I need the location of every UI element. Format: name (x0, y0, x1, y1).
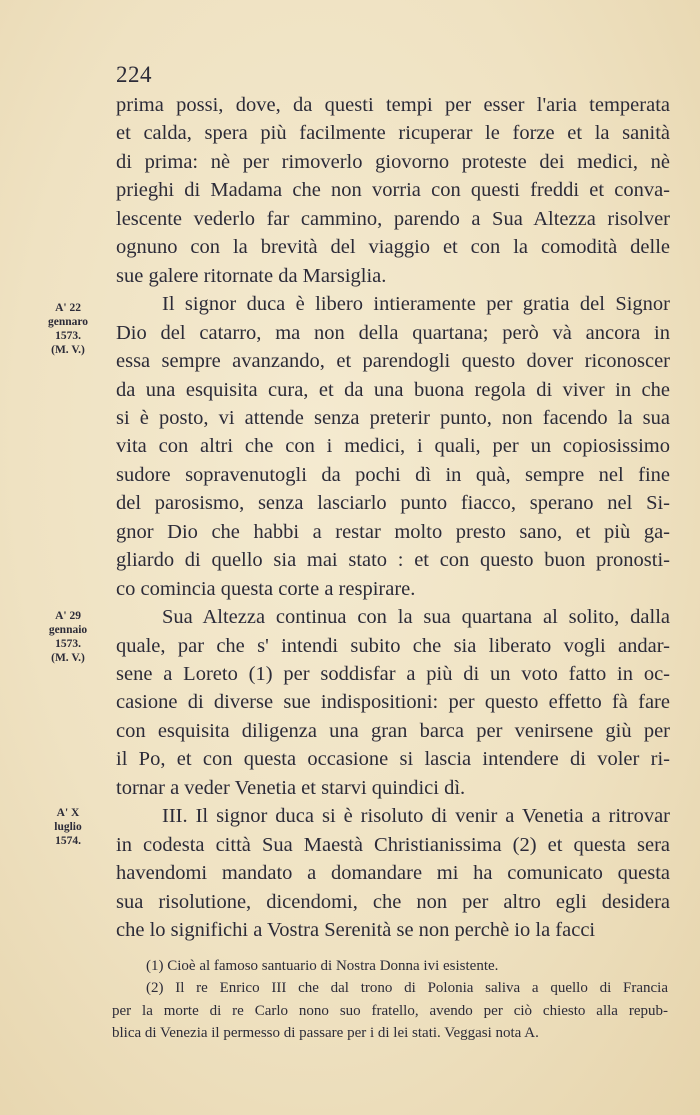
body-line: Il signor duca è libero intieramente per gratia del Signor (162, 293, 670, 316)
margin-note (28, 609, 108, 665)
margin-note-line: A' 22 (55, 302, 81, 314)
body-line: ognuno con la brevità del viaggio et con la comodità delle (116, 236, 670, 259)
footnote-line: (1) Cioè al famoso santuario di Nostra Donna ivi esistente. (146, 958, 499, 974)
margin-note-line: luglio (54, 821, 82, 833)
body-line: casione di diverse sue indispositioni: per questo effetto fà fare (116, 691, 670, 714)
body-line: quale, par che s' intendi subito che sia liberato vogli andar- (116, 634, 670, 657)
body-line: havendomi mandato a domandare mi ha comunicato questa (116, 862, 670, 885)
margin-note-line: 1573. (55, 330, 81, 342)
body-line: che lo significhi a Vostra Serenità se non perchè io la facci (116, 919, 596, 942)
body-line: del parosismo, senza lasciarlo punto fiacco, sperano nel Si- (116, 492, 670, 515)
footnote-line: blica di Venezia il permesso di passare per i di lei stati. Veggasi nota A. (112, 1024, 539, 1041)
margin-note-line: 1573. (55, 638, 81, 650)
page-number: 224 (116, 62, 152, 87)
body-line: prieghi di Madama che non vorria con questi freddi et conva- (116, 179, 670, 202)
body-line: gliardo di quello sia mai stato : et con questo buon pronosti- (116, 549, 670, 572)
body-line: lescente vederlo far cammino, parendo a Sua Altezza risolver (116, 207, 670, 230)
margin-note (28, 806, 108, 848)
body-line: con esquisita diligenza una gran barca per venirsene giù per (116, 719, 670, 742)
body-line: vita con altri che con i medici, i quali, per un copiosissimo (116, 435, 670, 458)
body-line: III. Il signor duca si è risoluto di venir a Venetia a ritrovar (162, 805, 670, 828)
body-line: sue galere ritornate da Marsiglia. (116, 264, 387, 287)
body-line: prima possi, dove, da questi tempi per esser l'aria temperata (116, 94, 670, 116)
margin-note-line: A' 29 (55, 610, 81, 622)
body-line: et calda, spera più facilmente ricuperar le forze et la sanità (116, 122, 670, 145)
body-line: Sua Altezza continua con la sua quartana al solito, dalla (162, 606, 670, 629)
body-line: di prima: nè per rimoverlo giovorno proteste dei medici, nè (116, 150, 670, 173)
body-line: il Po, et con questa occasione si lascia intendere di voler ri- (116, 748, 670, 771)
footnote-line: (2) Il re Enrico III che dal trono di Polonia saliva a quello di Francia (146, 980, 668, 997)
body-line: tornar a veder Venetia et starvi quindici dì. (116, 776, 466, 799)
footnote-line: per la morte di re Carlo nono suo fratello, avendo per ciò chiesto alla repub- (112, 1002, 668, 1019)
body-line: sene a Loreto (1) per soddisfar a più di un voto fatto in oc- (116, 663, 670, 685)
body-line: da una esquisita cura, et da una buona regola di viver in che (116, 378, 670, 401)
body-line: gnor Dio che habbi a restar molto presto sano, et più ga- (116, 520, 670, 543)
margin-note-line: A' X (56, 807, 80, 819)
margin-note-line: (M. V.) (51, 652, 85, 664)
body-line: essa sempre avanzando, et parendogli questo dover riconoscer (116, 350, 670, 373)
margin-note-line: (M. V.) (51, 344, 85, 356)
body-line: in codesta città Sua Maestà Christianissima (2) et questa sera (116, 833, 670, 856)
margin-note-line: gennaro (47, 316, 89, 328)
body-line: sua risolutione, dicendomi, che non per altro egli desidera (116, 890, 670, 913)
body-line: si è posto, vi attende senza preterir punto, non facendo la sua (116, 406, 670, 429)
body-line: co comincia questa corte a respirare. (116, 577, 416, 600)
margin-note-line: gennaio (48, 624, 88, 636)
margin-note (28, 301, 108, 357)
margin-note-line: 1574. (55, 835, 81, 847)
body-line: Dio del catarro, ma non della quartana; però và ancora in (116, 321, 670, 344)
body-line: sudore sopravenutogli da pochi dì in quà, sempre nel fine (116, 463, 670, 486)
